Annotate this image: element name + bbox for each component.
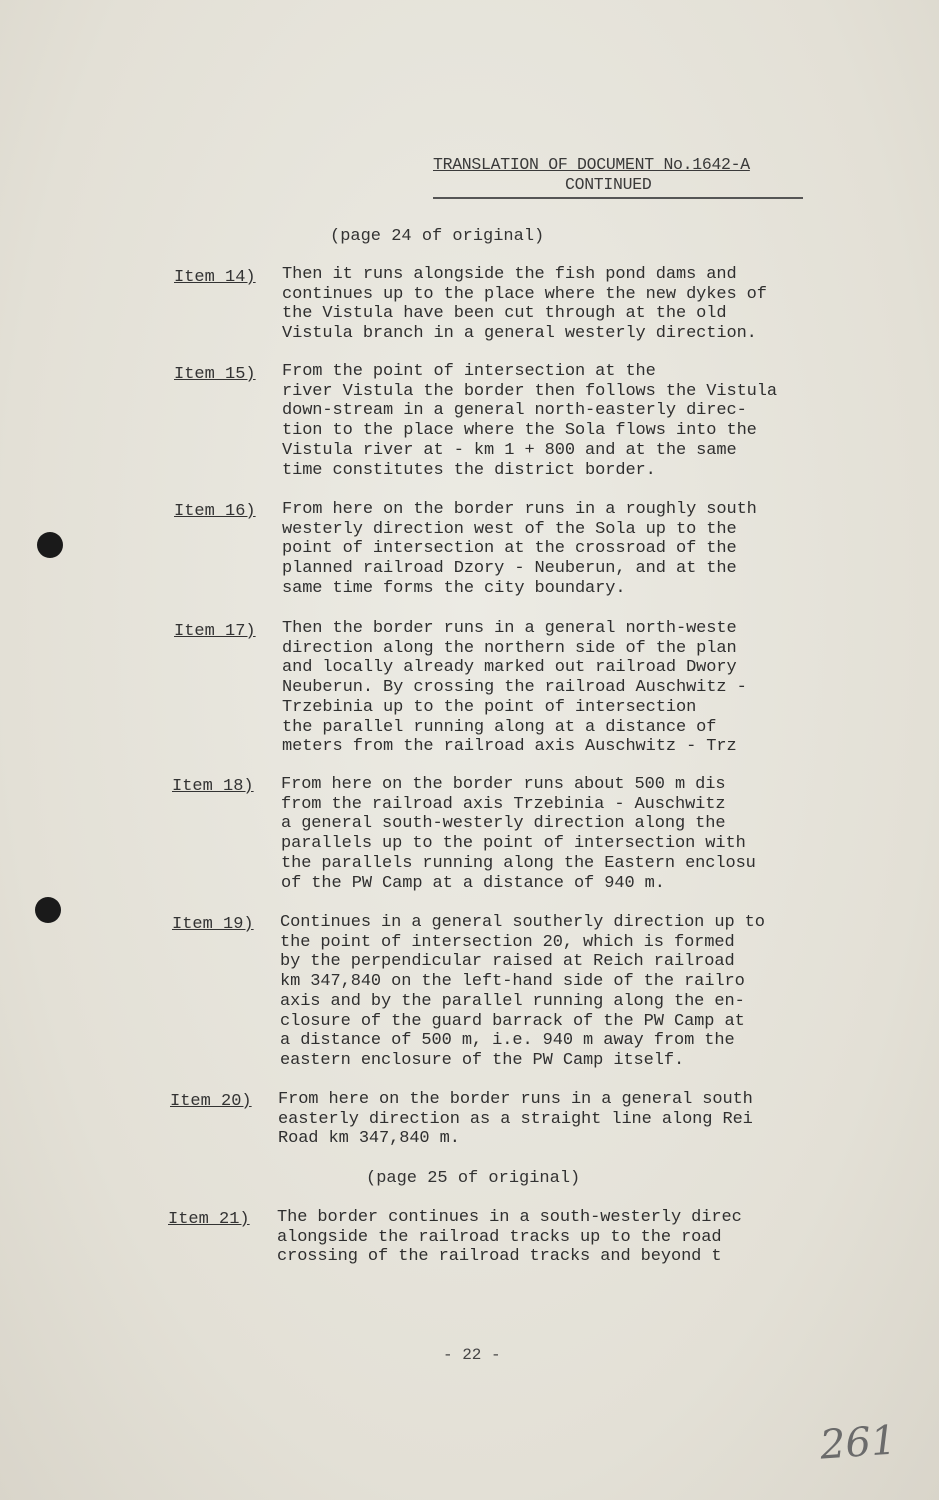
document-header (433, 155, 833, 195)
item-text: Then the border runs in a general north-weste direction along the northern side of the plan and locally already marked out railroad Dwory Neuberun. By crossing the railroad Auschwitz - Trzebinia up to the point of intersection the parallel running along at a distance of meters from the railroad axis Auschwitz - Trz (282, 619, 747, 757)
page-note-24: (page 24 of original) (330, 227, 545, 246)
item-label: Item 20) (170, 1092, 252, 1111)
item-label: Item 14) (174, 268, 256, 287)
item-text: From here on the border runs in a general south easterly direction as a straight line along Rei Road km 347,840 m. (278, 1090, 753, 1149)
header-continued: CONTINUED (565, 175, 652, 194)
item-label: Item 18) (172, 777, 254, 796)
item-label: Item 15) (174, 365, 256, 384)
header-title: TRANSLATION OF DOCUMENT No.1642-A (433, 155, 750, 174)
item-label: Item 19) (172, 915, 254, 934)
item-label: Item 17) (174, 622, 256, 641)
item-text: From the point of intersection at the river Vistula the border then follows the Vistula down-stream in a general north-easterly direc- tion to the place where the Sola flows into the Vistula river at - km 1 + 800 and at the same time constitutes the district border. (282, 362, 777, 480)
item-label: Item 16) (174, 502, 256, 521)
header-rule (433, 197, 803, 199)
item-text: From here on the border runs about 500 m dis from the railroad axis Trzebinia - Auschwitz a general south-westerly direction along the parallels up to the point of intersection with the parallels running along the Eastern enclosu of the PW Camp at a distance of 940 m. (281, 775, 756, 893)
handwritten-page-number: 261 (818, 1417, 898, 1469)
page-note-25: (page 25 of original) (366, 1169, 581, 1188)
item-text: Continues in a general southerly direction up to the point of intersection 20, which is formed by the perpendicular raised at Reich railroad km 347,840 on the left-hand side of the railro axis and by the parallel running along the en- closure of the guard barrack of the PW Camp at a distance of 500 m, i.e. 940 m away from the eastern enclosure of the PW Camp itself. (280, 913, 765, 1070)
item-label: Item 21) (168, 1210, 250, 1229)
item-text: The border continues in a south-westerly direc alongside the railroad tracks up to the road crossing of the railroad tracks and beyond t (277, 1208, 742, 1267)
binder-hole (37, 532, 63, 558)
binder-hole (35, 897, 61, 923)
page-number: - 22 - (443, 1346, 501, 1364)
item-text: Then it runs alongside the fish pond dams and continues up to the place where the new dykes of the Vistula have been cut through at the old Vistula branch in a general westerly direction. (282, 265, 767, 344)
item-text: From here on the border runs in a roughly south westerly direction west of the Sola up to the point of intersection at the crossroad of the planned railroad Dzory - Neuberun, and at the same time forms the city boundary. (282, 500, 757, 598)
